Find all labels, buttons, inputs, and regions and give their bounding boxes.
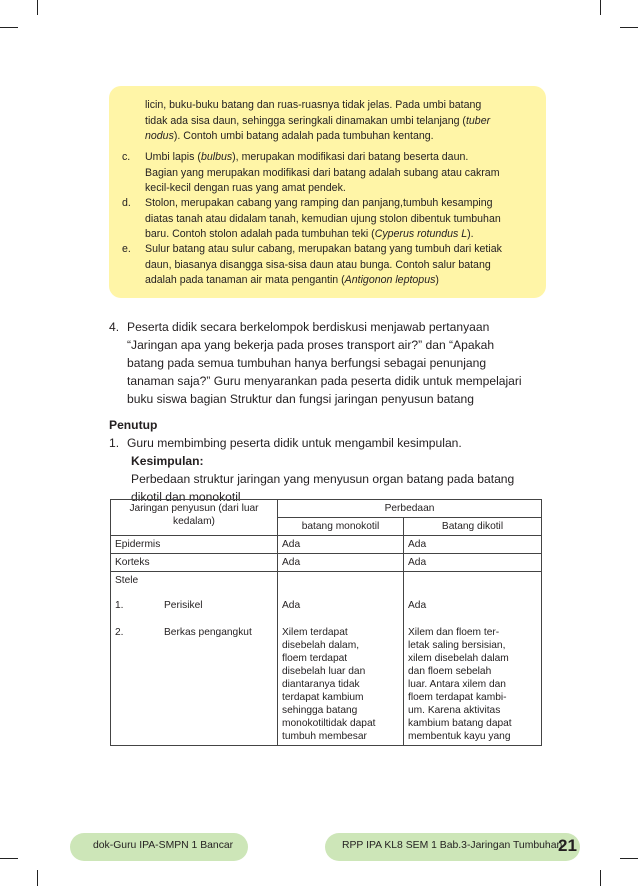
text-span: tidak ada sisa daun, sehingga seringkali dinamakan umbi telanjang ( (145, 114, 466, 127)
cell-line: disebelah luar dan (282, 666, 366, 677)
conclusion-label: Kesimpulan: (131, 454, 204, 468)
table-row (111, 572, 542, 598)
header-cell: Batang dikotil (404, 518, 542, 536)
comparison-table (110, 499, 542, 746)
table-cell (111, 572, 278, 598)
cell-line: Xilem terdapat (282, 627, 348, 638)
text-line: diatas tanah atau didalam tanah, kemudian ujung stolon dibentuk tumbuhan (145, 212, 501, 225)
table-cell (404, 572, 542, 598)
table-row (111, 624, 542, 746)
table-cell: Ada (404, 597, 542, 624)
text-span: ). (467, 228, 474, 240)
crop-mark (37, 870, 38, 886)
text-line: batang pada semua tumbuhan hanya berfungsi sebagai penunjang (127, 356, 487, 370)
table-cell (278, 572, 404, 598)
crop-mark (0, 27, 18, 28)
table-row (111, 554, 542, 572)
cell-line: monokotiltidak dapat (282, 718, 376, 729)
text-span: ) (435, 274, 439, 286)
crop-mark (620, 858, 638, 859)
cell-line: dan floem sebelah (408, 666, 492, 677)
text-line: dikotil dan monokotil (131, 490, 241, 504)
text-line: Sulur batang atau sulur cabang, merupakan batang yang tumbuh dari ketiak (145, 243, 502, 255)
table-row (111, 597, 542, 624)
text-line: Bagian yang merupakan modifikasi dari batang adalah subang atau cakram (145, 166, 500, 179)
text-line: kecil-kecil dengan ruas yang amat pendek. (145, 182, 346, 194)
cell-line: diantaranya tidak (282, 679, 360, 690)
item-d (122, 196, 533, 243)
table-cell: Ada (278, 536, 404, 554)
cell-line: tumbuh membesar (282, 731, 367, 742)
cell-line: kambium batang dapat (408, 718, 512, 729)
italic-term: bulbus (200, 151, 233, 163)
footer-right-text: RPP IPA KL8 SEM 1 Bab.3-Jaringan Tumbuhan (342, 840, 563, 851)
item-e (122, 242, 533, 289)
table-cell (278, 624, 404, 746)
cell-line: disebelah dalam, (282, 640, 360, 651)
text-line: “Jaringan apa yang bekerja pada proses transport air?” dan “Apakah (127, 338, 495, 352)
crop-mark (0, 858, 18, 859)
text-span: ), merupakan modifikasi dari batang beserta daun. (232, 151, 469, 163)
item-b-continued (145, 98, 533, 145)
cell-text: Stele (115, 575, 139, 586)
cell-line: sehingga batang (282, 705, 358, 716)
crop-mark (37, 0, 38, 15)
text-line (145, 227, 533, 243)
item-label: e. (122, 243, 131, 255)
list-item-text: Guru membimbing peserta didik untuk mengambil kesimpulan. (127, 436, 462, 450)
cell-line: floem terdapat kambi- (408, 692, 507, 703)
cell-line: um. Karena aktivitas (408, 705, 501, 716)
cell-text: Perisikel (164, 600, 203, 611)
text-span: adalah pada tanaman air mata pengantin ( (145, 274, 345, 286)
crop-mark (600, 0, 601, 15)
item-label: c. (122, 151, 131, 163)
item-label: d. (122, 197, 131, 209)
text-line (145, 129, 533, 145)
text-line (145, 114, 533, 130)
table-cell (404, 624, 542, 746)
text-line: daun, biasanya disangga sisa-sisa daun atau bunga. Contoh salur batang (145, 258, 491, 271)
crop-mark (600, 870, 601, 886)
text-line: Perbedaan struktur jaringan yang menyusun organ batang pada batang (131, 472, 515, 486)
table-cell (111, 597, 278, 624)
page-number: 21 (558, 836, 577, 855)
header-cell: batang monokotil (278, 518, 404, 536)
text-span: ). Contoh umbi batang adalah pada tumbuhan kentang. (173, 130, 434, 142)
text-line (145, 150, 533, 166)
table-cell: Ada (404, 536, 542, 554)
cell-line: membentuk kayu yang (408, 731, 511, 742)
cell-line: xilem disebelah dalam (408, 653, 509, 664)
text-line: tanaman saja?” Guru menyarankan pada peserta didik untuk mempelajari (127, 374, 522, 388)
item-4-number: 4. (109, 320, 120, 334)
header-cell: Perbedaan (278, 500, 542, 518)
cell-line: letak saling bersisian, (408, 640, 506, 651)
item-c (122, 150, 533, 197)
table-cell: Korteks (111, 554, 278, 572)
table-cell (111, 624, 278, 746)
text-line: buku siswa bagian Struktur dan fungsi jaringan penyusun batang (127, 392, 474, 406)
text-line: Peserta didik secara berkelompok berdiskusi menjawab pertanyaan (127, 320, 490, 334)
table-row (111, 536, 542, 554)
table-header-row (111, 500, 542, 518)
cell-line: terdapat kambium (282, 692, 364, 703)
text-line: licin, buku-buku batang dan ruas-ruasnya tidak jelas. Pada umbi batang (145, 99, 482, 111)
italic-term: Antigonon leptopus (344, 274, 436, 286)
cell-text: Berkas pengangkut (164, 627, 252, 638)
section-heading: Penutup (109, 418, 158, 432)
table-cell: Ada (278, 554, 404, 572)
header-cell: Jaringan penyusun (dari luar kedalam) (111, 500, 278, 536)
row-number: 2. (115, 627, 124, 638)
crop-mark (620, 27, 638, 28)
italic-term: Cyperus rotundus L (374, 228, 468, 240)
cell-line: luar. Antara xilem dan (408, 679, 506, 690)
text-span: baru. Contoh stolon adalah pada tumbuhan teki ( (145, 228, 375, 240)
list-number: 1. (109, 436, 120, 450)
text-line (145, 273, 533, 289)
table-cell: Epidermis (111, 536, 278, 554)
cell-line: floem terdapat (282, 653, 348, 664)
table-cell: Ada (278, 597, 404, 624)
row-number: 1. (115, 600, 124, 611)
italic-term: nodus (145, 130, 174, 142)
cell-line: Xilem dan floem ter- (408, 627, 500, 638)
item-4-text (127, 318, 547, 408)
italic-term: tuber (465, 114, 491, 127)
footer-left-text: dok-Guru IPA-SMPN 1 Bancar (93, 840, 234, 851)
text-line: Stolon, merupakan cabang yang ramping dan panjang,tumbuh kesamping (145, 197, 493, 209)
table-cell: Ada (404, 554, 542, 572)
text-span: Umbi lapis ( (145, 151, 201, 163)
